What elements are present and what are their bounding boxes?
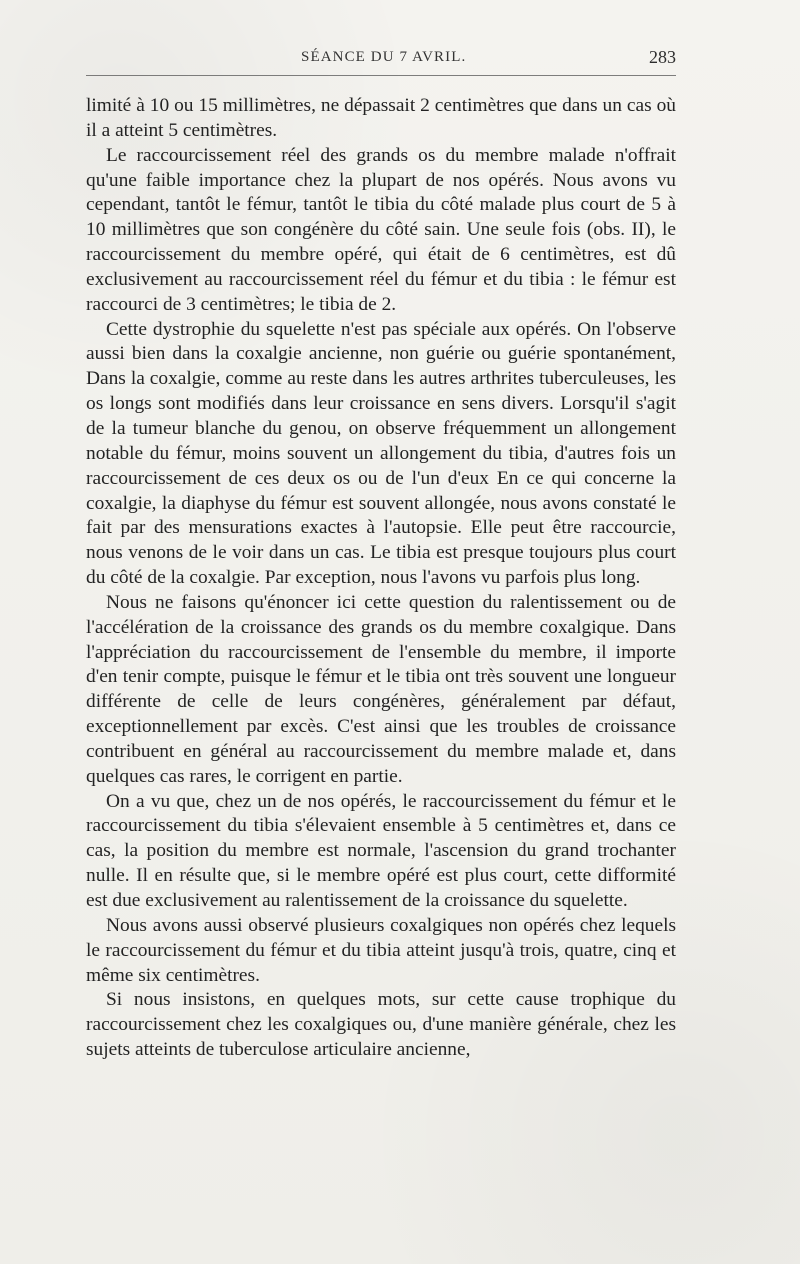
paragraph-4: Nous ne faisons qu'énoncer ici cette question du ralentissement ou de l'accélération de la croissance des grands os du membre coxalgique. Dans l'appréciation du raccourcissement de l'ensemble du membre, il importe d'en tenir compte, puisque le fémur et le tibia ont très souvent une longueur différente de celle de leurs congénères, généralement par défaut, exceptionnellement par excès. C'est ainsi que les troubles de croissance contribuent en général au raccourcissement du membre malade et, dans quelques cas rares, le corrigent en partie. (86, 591, 676, 787)
paragraph-3: Cette dystrophie du squelette n'est pas spéciale aux opérés. On l'observe aussi bien dans la coxalgie ancienne, non guérie ou guérie spontanément, Dans la coxalgie, comme au reste dans les autres arthrites tuberculeuses, les os longs sont modifiés dans leur croissance en sens divers. Lorsqu'il s'agit de la tumeur blanche du genou, on observe fréquemment un allongement notable du fémur, moins souvent un allongement du tibia, d'autres fois un raccourcissement de ces deux os ou de l'un d'eux En ce qui concerne la coxalgie, la diaphyse du fémur est souvent allongée, nous avons constaté le fait par des mensurations exactes à l'autopsie. Elle peut être raccourcie, nous venons de le voir dans un cas. Le tibia est presque toujours plus court du côté de la coxalgie. Par exception, nous l'avons vu parfois plus long. (86, 318, 676, 589)
paragraph-7: Si nous insistons, en quelques mots, sur cette cause trophique du raccourcissement chez les coxalgiques ou, d'une manière générale, chez les sujets atteints de tuberculose articulaire ancienne, (86, 989, 676, 1061)
header-rule (86, 75, 676, 76)
paragraph-1: limité à 10 ou 15 millimètres, ne dépassait 2 centimètres que dans un cas où il a atteint 5 centimètres. (86, 95, 676, 141)
page-header (86, 49, 676, 73)
running-title: SÉANCE DU 7 AVRIL. (301, 49, 467, 65)
page-number: 283 (649, 47, 676, 67)
paragraph-2: Le raccourcissement réel des grands os du membre malade n'offrait qu'une faible importance chez la plupart de nos opérés. Nous avons vu cependant, tantôt le fémur, tantôt le tibia du côté malade plus court de 5 à 10 millimètres que son congénère du côté sain. Une seule fois (obs. II), le raccourcissement du membre opéré, qui était de 6 centimètres, est dû exclusivement au raccourcissement réel du fémur et du tibia : le fémur est raccourci de 3 centimètres; le tibia de 2. (86, 144, 676, 315)
paragraph-6: Nous avons aussi observé plusieurs coxalgiques non opérés chez lequels le raccourcissement du fémur et du tibia atteint jusqu'à trois, quatre, cinq et même six centimètres. (86, 914, 676, 986)
paragraph-5: On a vu que, chez un de nos opérés, le raccourcissement du fémur et le raccourcissement du tibia s'élevaient ensemble à 5 centimètres et, dans ce cas, la position du membre est normale, l'ascension du grand trochanter nulle. Il en résulte que, si le membre opéré est plus court, cette difformité est due exclusivement au ralentissement de la croissance du squelette. (86, 790, 676, 911)
body-text (86, 94, 676, 1063)
